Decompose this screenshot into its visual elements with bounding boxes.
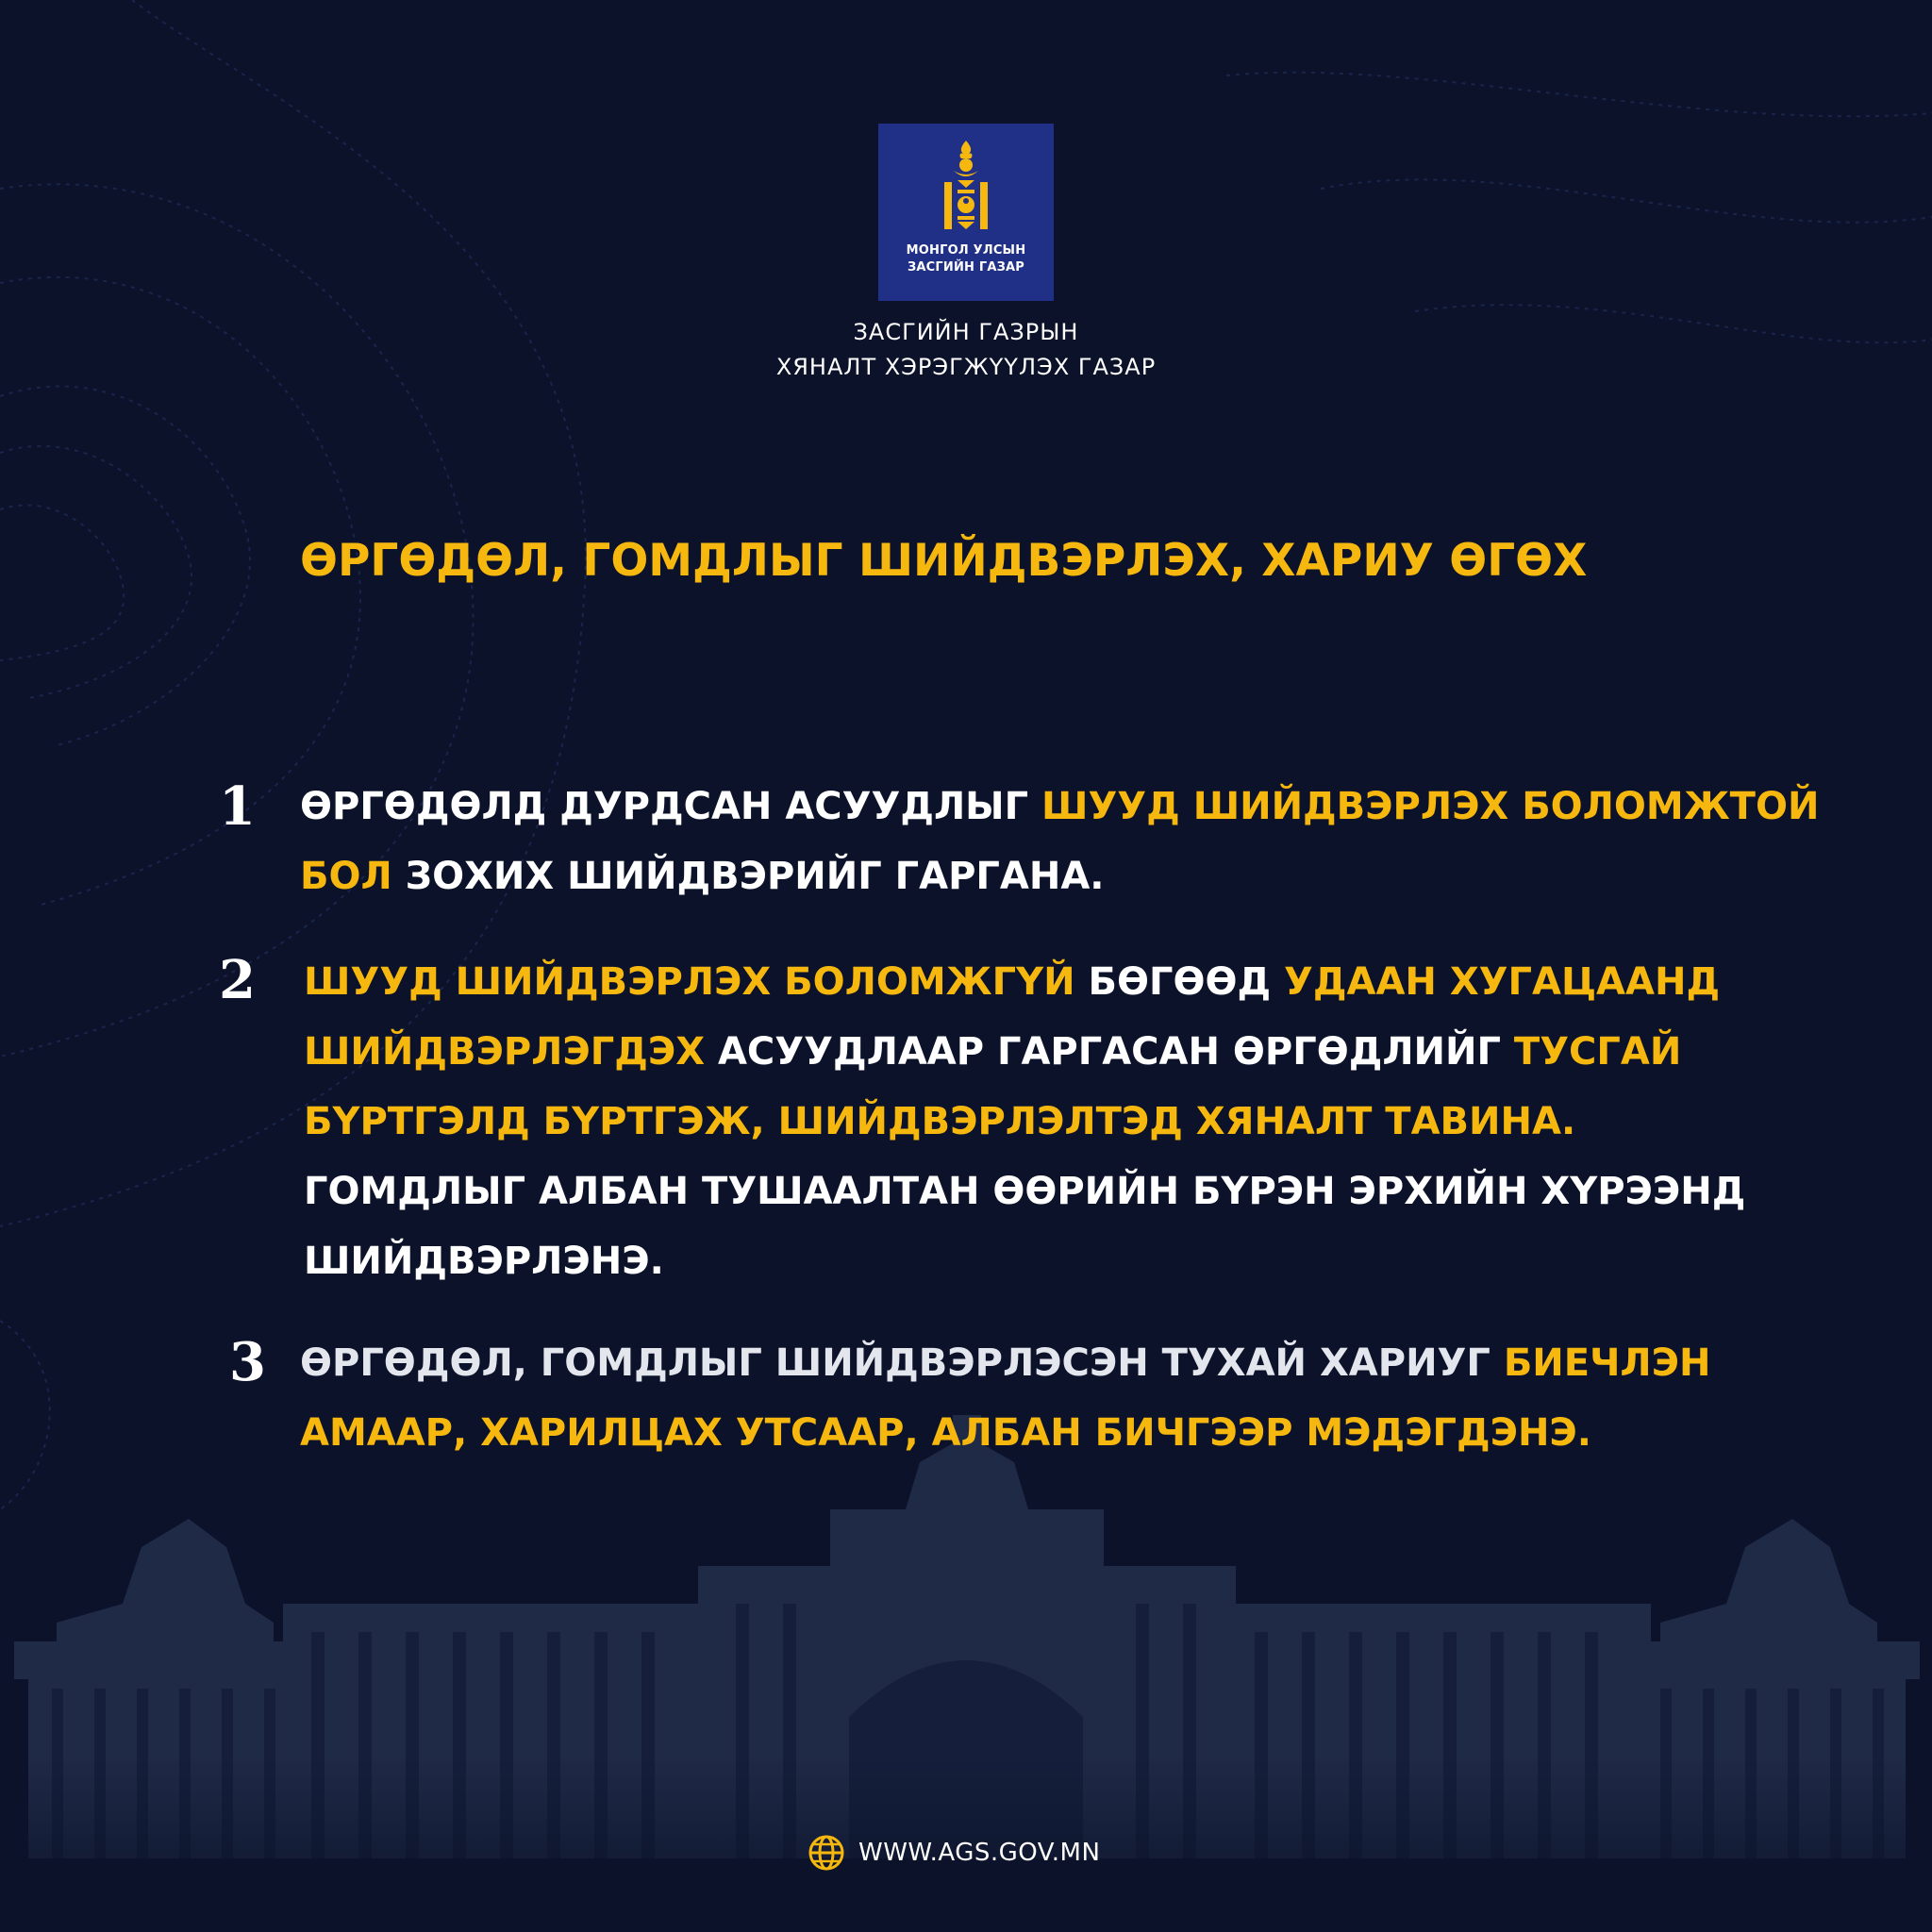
item-3-text-highlight: БИЕЧЛЭН	[1503, 1341, 1711, 1385]
globe-icon	[808, 1834, 845, 1872]
item-3-line-2: АМААР, ХАРИЛЦАХ УТСААР, АЛБАН БИЧГЭЭР МЭДЭГДЭНЭ.	[300, 1411, 1591, 1455]
item-1-line-1	[300, 772, 1819, 841]
item-2-text-highlight: ШИЙДВЭРЛЭГДЭХ	[304, 1030, 706, 1074]
item-2-text-highlight: УДААН ХУГАЦААНД	[1284, 960, 1721, 1004]
item-number-1: 1	[219, 775, 256, 838]
item-1-text-white: ӨРГӨДӨЛД ДУРДСАН АСУУДЛЫГ	[300, 785, 1042, 828]
item-2-line-2	[304, 1017, 1745, 1087]
item-2-line-4: ГОМДЛЫГ АЛБАН ТУШААЛТАН ӨӨРИЙН БҮРЭН ЭРХИЙН ХҮРЭЭНД	[304, 1170, 1746, 1213]
item-2-text-white: БӨГӨӨД	[1074, 960, 1285, 1004]
item-number-3: 3	[229, 1331, 266, 1393]
list-item-1	[300, 772, 1819, 911]
logo-caption-line1: МОНГОЛ УЛСЫН	[906, 243, 1026, 258]
agency-name-line2: ХЯНАЛТ ХЭРЭГЖҮҮЛЭХ ГАЗАР	[775, 354, 1157, 380]
item-2-text-highlight: ТУСГАЙ	[1513, 1030, 1682, 1074]
list-item-2	[304, 947, 1745, 1296]
item-2-line-3: БҮРТГЭЛД БҮРТГЭЖ, ШИЙДВЭРЛЭЛТЭД ХЯНАЛТ ТАВИНА.	[304, 1100, 1576, 1143]
logo-caption-line2: ЗАСГИЙН ГАЗАР	[907, 260, 1025, 275]
item-2-line-5: ШИЙДВЭРЛЭНЭ.	[304, 1240, 664, 1283]
item-3-line-1	[300, 1328, 1710, 1398]
agency-name-line1: ЗАСГИЙН ГАЗРЫН	[853, 319, 1079, 345]
item-2-text-highlight: ШУУД ШИЙДВЭРЛЭХ БОЛОМЖГҮЙ	[304, 960, 1075, 1004]
government-logo	[878, 124, 1054, 301]
item-2-line-1	[304, 947, 1745, 1017]
website-url[interactable]: WWW.AGS.GOV.MN	[858, 1839, 1101, 1867]
list-item-3	[300, 1328, 1710, 1468]
page-title: ӨРГӨДӨЛ, ГОМДЛЫГ ШИЙДВЭРЛЭХ, ХАРИУ ӨГӨХ	[300, 535, 1588, 587]
item-2-text-white: АСУУДЛААР ГАРГАСАН ӨРГӨДЛИЙГ	[705, 1030, 1514, 1074]
item-1-text-white: ЗОХИХ ШИЙДВЭРИЙГ ГАРГАНА.	[391, 855, 1105, 898]
item-1-line-2	[300, 841, 1819, 911]
item-number-2: 2	[219, 949, 256, 1011]
footer-website[interactable]	[808, 1832, 1100, 1874]
item-1-text-highlight: ШУУД ШИЙДВЭРЛЭХ БОЛОМЖТОЙ	[1041, 785, 1820, 828]
item-3-text-white: ӨРГӨДӨЛ, ГОМДЛЫГ ШИЙДВЭРЛЭСЭН ТУХАЙ ХАРИУГ	[300, 1341, 1504, 1385]
item-1-text-highlight: БОЛ	[300, 855, 392, 898]
